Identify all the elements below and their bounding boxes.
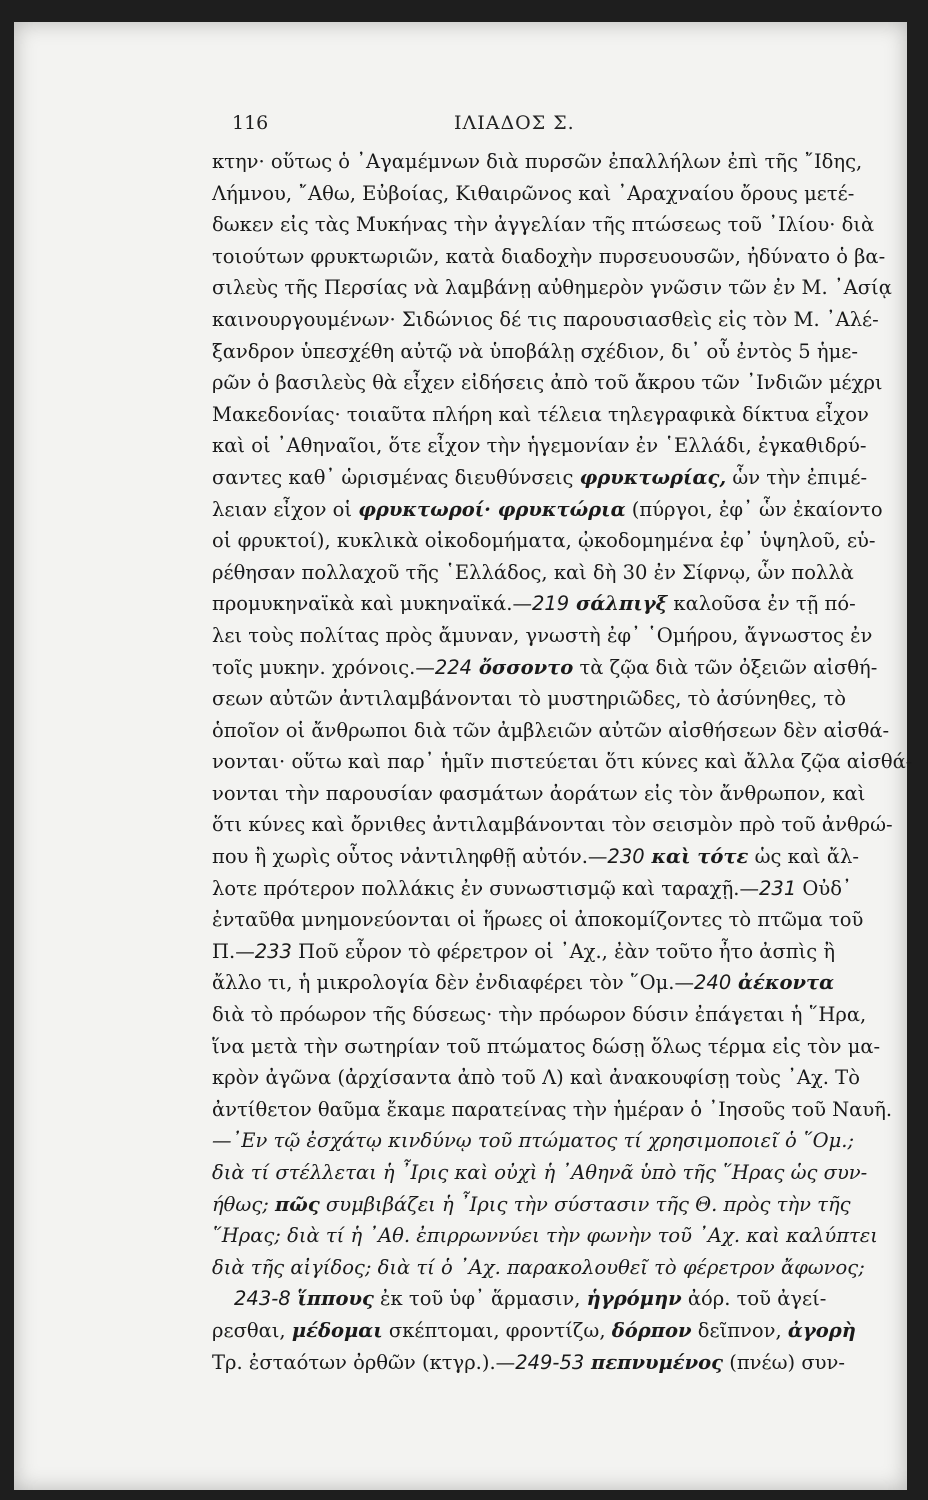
lemma: ὄσσοντο (472, 655, 574, 679)
lemma: φρυκτωρίας, (579, 465, 727, 489)
text-run: διὰ τῆς αἰγίδος; διὰ τί ὁ ᾿Αχ. παρακολουθεῖ τὸ φέρετρον ἄφωνος; (212, 1255, 865, 1279)
lemma: ἀέκοντα (731, 971, 835, 995)
text-line (212, 1062, 860, 1094)
text-run: οἱ φρυκτοί), κυκλικὰ οἰκοδομήματα, ᾠκοδομημένα ἐφ᾿ ὑψηλοῦ, εὑ- (212, 529, 876, 553)
text-run: νονται· οὕτω καὶ παρ᾿ ἡμῖν πιστεύεται ὅτι κύνες καὶ ἄλλα ζῷα αἰσθά- (212, 750, 913, 774)
text-line (212, 1157, 868, 1189)
lemma: σάλπιγξ (569, 592, 668, 616)
text-run: συμβιβάζει ἡ ῏Ιρις τὴν σύστασιν τῆς Θ. πρὸς τὴν τῆς (319, 1192, 851, 1216)
text-line (212, 494, 883, 526)
text-run: δωκεν εἰς τὰς Μυκήνας τὴν ἀγγελίαν τῆς πτώσεως τοῦ ᾿Ιλίου· διὰ (212, 213, 875, 237)
text-run: (πύργοι, ἐφ᾿ ὧν ἐκαίοντο (625, 497, 883, 521)
line-number-ref: 231 (759, 876, 797, 900)
text-run: λειαν εἶχον οἱ (212, 497, 359, 521)
lemma: μέδομαι (291, 1318, 383, 1342)
text-line (212, 1283, 850, 1315)
text-line (212, 778, 866, 810)
text-line (212, 620, 873, 652)
text-line (212, 683, 850, 715)
text-run: δεῖπνον, (691, 1318, 788, 1342)
text-line (212, 652, 878, 684)
text-run: Λήμνου, ῎Αθω, Εὐβοίας, Κιθαιρῶνος καὶ ᾿Αραχναίου ὄρους μετέ- (212, 181, 855, 205)
text-run: ρῶν ὁ βασιλεὺς θὰ εἶχεν εἰδήσεις ἀπὸ τοῦ ἄκρου τῶν ᾿Ινδιῶν μέχρι (212, 371, 883, 395)
text-run: ὡς καὶ ἄλ- (748, 845, 859, 869)
text-run: Ποῦ εὗρον τὸ φέρετρον οἱ ᾿Αχ., ἐὰν τοῦτο ἦτο ἀσπὶς ἢ (291, 939, 836, 963)
text-line (212, 336, 858, 368)
text-run: διὰ τί στέλλεται ἡ ῏Ιρις καὶ οὐχὶ ἡ ᾿Αθηνᾶ ὑπὸ τῆς ῞Ηρας ὡς συν- (212, 1161, 868, 1184)
text-run: λει τοὺς πολίτας πρὸς ἄμυναν, γνωστὴ ἐφ᾿ ῾Ομήρου, ἄγνωστος ἐν (212, 623, 873, 647)
text-line (212, 904, 864, 936)
page-number: 116 (232, 112, 269, 134)
text-run: διὰ τὸ πρόωρον τῆς δύσεως· τὴν πρόωρον δύσιν ἐπάγεται ἡ ῞Ηρα, (212, 1003, 867, 1027)
text-line (212, 525, 876, 557)
text-run: τοῖς μυκην. χρόνοις.— (212, 655, 435, 679)
text-run: σιλεὺς τῆς Περσίας νὰ λαμβάνῃ αὐθημερὸν γνῶσιν τῶν ἐν Μ. ᾿Ασίᾳ (212, 276, 892, 300)
text-run: Μακεδονίας· τοιαῦτα πλήρη καὶ τέλεια τηλεγραφικὰ δίκτυα εἶχον (212, 402, 869, 426)
text-line (212, 936, 850, 968)
text-line (212, 873, 850, 905)
body-text (212, 146, 913, 1378)
lemma: πεπνυμένος (584, 1350, 724, 1374)
text-run: ἵνα μετὰ τὴν σωτηρίαν τοῦ πτώματος δώσῃ ὅλως τέρμα εἰς τὸν μα- (212, 1034, 881, 1058)
lemma: ἵππους (290, 1287, 374, 1311)
text-line (212, 1220, 878, 1252)
text-line (212, 272, 892, 304)
text-line (212, 746, 913, 778)
text-run: νονται τὴν παρουσίαν φασμάτων ἀοράτων εἰς τὸν ἄνθρωπον, καὶ (212, 781, 866, 805)
text-line (212, 1031, 881, 1063)
text-run: σκέπτομαι, φροντίζω, (382, 1318, 612, 1342)
text-run: προμυκηναϊκὰ καὶ μυκηναϊκά.— (212, 592, 532, 616)
text-line (212, 209, 875, 241)
text-run: ρέθησαν πολλαχοῦ τῆς ῾Ελλάδος, καὶ δὴ 30 ἐν Σίφνῳ, ὧν πολλὰ (212, 560, 854, 584)
lemma: καὶ τότε (644, 845, 749, 869)
text-run: ρεσθαι, (212, 1318, 292, 1342)
text-line (212, 399, 869, 431)
text-run: καλοῦσα ἐν τῇ πό- (667, 592, 856, 616)
text-run: που ἢ χωρὶς οὗτος νἀντιληφθῇ αὐτόν.— (212, 845, 608, 869)
line-number-ref: 240 (694, 971, 732, 995)
line-number-ref: 243-8 (234, 1287, 291, 1311)
line-number-ref: 233 (254, 939, 292, 963)
text-run: ὅτι κύνες καὶ ὄρνιθες ἀντιλαμβάνονται τὸν σεισμὸν πρὸ τοῦ ἀνθρώ- (212, 813, 893, 837)
text-run: καὶ οἱ ᾿Αθηναῖοι, ὅτε εἶχον τὴν ἡγεμονίαν ἐν ῾Ελλάδι, ἐγκαθιδρύ- (212, 434, 867, 458)
text-run: —᾿Εν τῷ ἐσχάτῳ κινδύνῳ τοῦ πτώματος τί χρησιμοποιεῖ ὁ ῞Ομ.; (212, 1129, 855, 1153)
text-run: ὧν τὴν ἐπιμέ- (726, 465, 868, 489)
text-line (212, 1189, 850, 1221)
text-run: τὰ ζῷα διὰ τῶν ὀξειῶν αἰσθή- (573, 655, 878, 679)
text-line (212, 715, 890, 747)
text-line (212, 967, 850, 999)
text-run: σαντες καθ᾿ ὡρισμένας διευθύνσεις (212, 465, 580, 489)
text-line (212, 1252, 865, 1284)
text-line (212, 304, 879, 336)
lemma: ἀγορὴ (787, 1318, 856, 1342)
text-line (212, 588, 856, 620)
text-run: ἄλλο τι, ἡ μικρολογία δὲν ἐνδιαφέρει τὸν ῞Ομ.— (212, 971, 694, 995)
text-run: σεων αὐτῶν ἀντιλαμβάνονται τὸ μυστηριῶδες, τὸ ἀσύνηθες, τὸ (212, 687, 846, 711)
running-header (232, 112, 632, 142)
line-number-ref: 224 (434, 655, 473, 679)
text-line (212, 430, 867, 462)
line-number-ref: 249-53 (515, 1350, 585, 1374)
text-line (212, 1125, 855, 1157)
text-run: κτην· οὕτως ὁ ᾿Αγαμέμνων διὰ πυρσῶν ἐπαλλήλων ἐπὶ τῆς ῎Ιδης, (212, 150, 863, 173)
text-line (212, 146, 863, 178)
text-line (212, 999, 867, 1031)
text-run: καινουργουμένων· Σιδώνιος δέ τις παρουσιασθεὶς εἰς τὸν Μ. ᾿Αλέ- (212, 307, 879, 331)
lemma: πῶς (275, 1192, 320, 1216)
text-run: ὁποῖον οἱ ἄνθρωποι διὰ τῶν ἀμβλειῶν αὐτῶν αἰσθήσεων δὲν αἰσθά- (212, 718, 890, 742)
lemma: δόρπον (611, 1318, 692, 1342)
line-number-ref: 219 (531, 592, 570, 616)
text-run: Π.— (212, 939, 255, 963)
text-run: ἐκ τοῦ ὑφ᾿ ἅρμασιν, (373, 1287, 587, 1311)
text-line (212, 557, 854, 589)
text-line (212, 241, 886, 273)
text-line (212, 1315, 856, 1347)
text-line (212, 462, 868, 494)
text-run: κρὸν ἀγῶνα (ἀρχίσαντα ἀπὸ τοῦ Λ) καὶ ἀνακουφίσῃ τοὺς ᾿Αχ. Τὸ (212, 1066, 860, 1090)
text-run: (πνέω) συν- (723, 1350, 845, 1374)
text-line (212, 1094, 893, 1126)
text-run: Τρ. ἐσταότων ὀρθῶν (κτγρ.).— (212, 1350, 516, 1374)
text-line (212, 841, 859, 873)
text-line (212, 367, 883, 399)
text-line (212, 178, 855, 210)
text-run: ῞Ηρας; διὰ τί ἡ ᾿Αθ. ἐπιρρωννύει τὴν φωνὴν τοῦ ᾿Αχ. καὶ καλύπτει (212, 1224, 878, 1248)
text-run: ἀόρ. τοῦ ἀγεί- (681, 1287, 827, 1311)
text-run: Οὐδ᾿ (796, 876, 852, 900)
lemma: ἡγρόμην (586, 1287, 682, 1311)
text-line (212, 809, 893, 841)
text-run: λοτε πρότερον πολλάκις ἐν συνωστισμῷ καὶ ταραχῇ.— (212, 876, 759, 900)
running-title: ΙΛΙΑΔΟΣ Σ. (454, 112, 575, 134)
text-line (212, 1347, 850, 1379)
text-run: ἐνταῦθα μνημονεύονται οἱ ἥρωες οἱ ἀποκομίζοντες τὸ πτῶμα τοῦ (212, 908, 864, 932)
line-number-ref: 230 (607, 845, 645, 869)
lemma: φρυκτωροί· φρυκτώρια (358, 497, 626, 521)
text-run: ξανδρον ὑπεσχέθη αὐτῷ νὰ ὑποβάλῃ σχέδιον, δι᾿ οὗ ἐντὸς 5 ἡμε- (212, 339, 858, 363)
text-run: ἀντίθετον θαῦμα ἔκαμε παρατείνας τὴν ἡμέραν ὁ ᾿Ιησοῦς τοῦ Ναυῆ. (212, 1097, 893, 1121)
text-run: ήθως; (212, 1192, 276, 1216)
text-run: τοιούτων φρυκτωριῶν, κατὰ διαδοχὴν πυρσευουσῶν, ἠδύνατο ὁ βα- (212, 244, 886, 268)
